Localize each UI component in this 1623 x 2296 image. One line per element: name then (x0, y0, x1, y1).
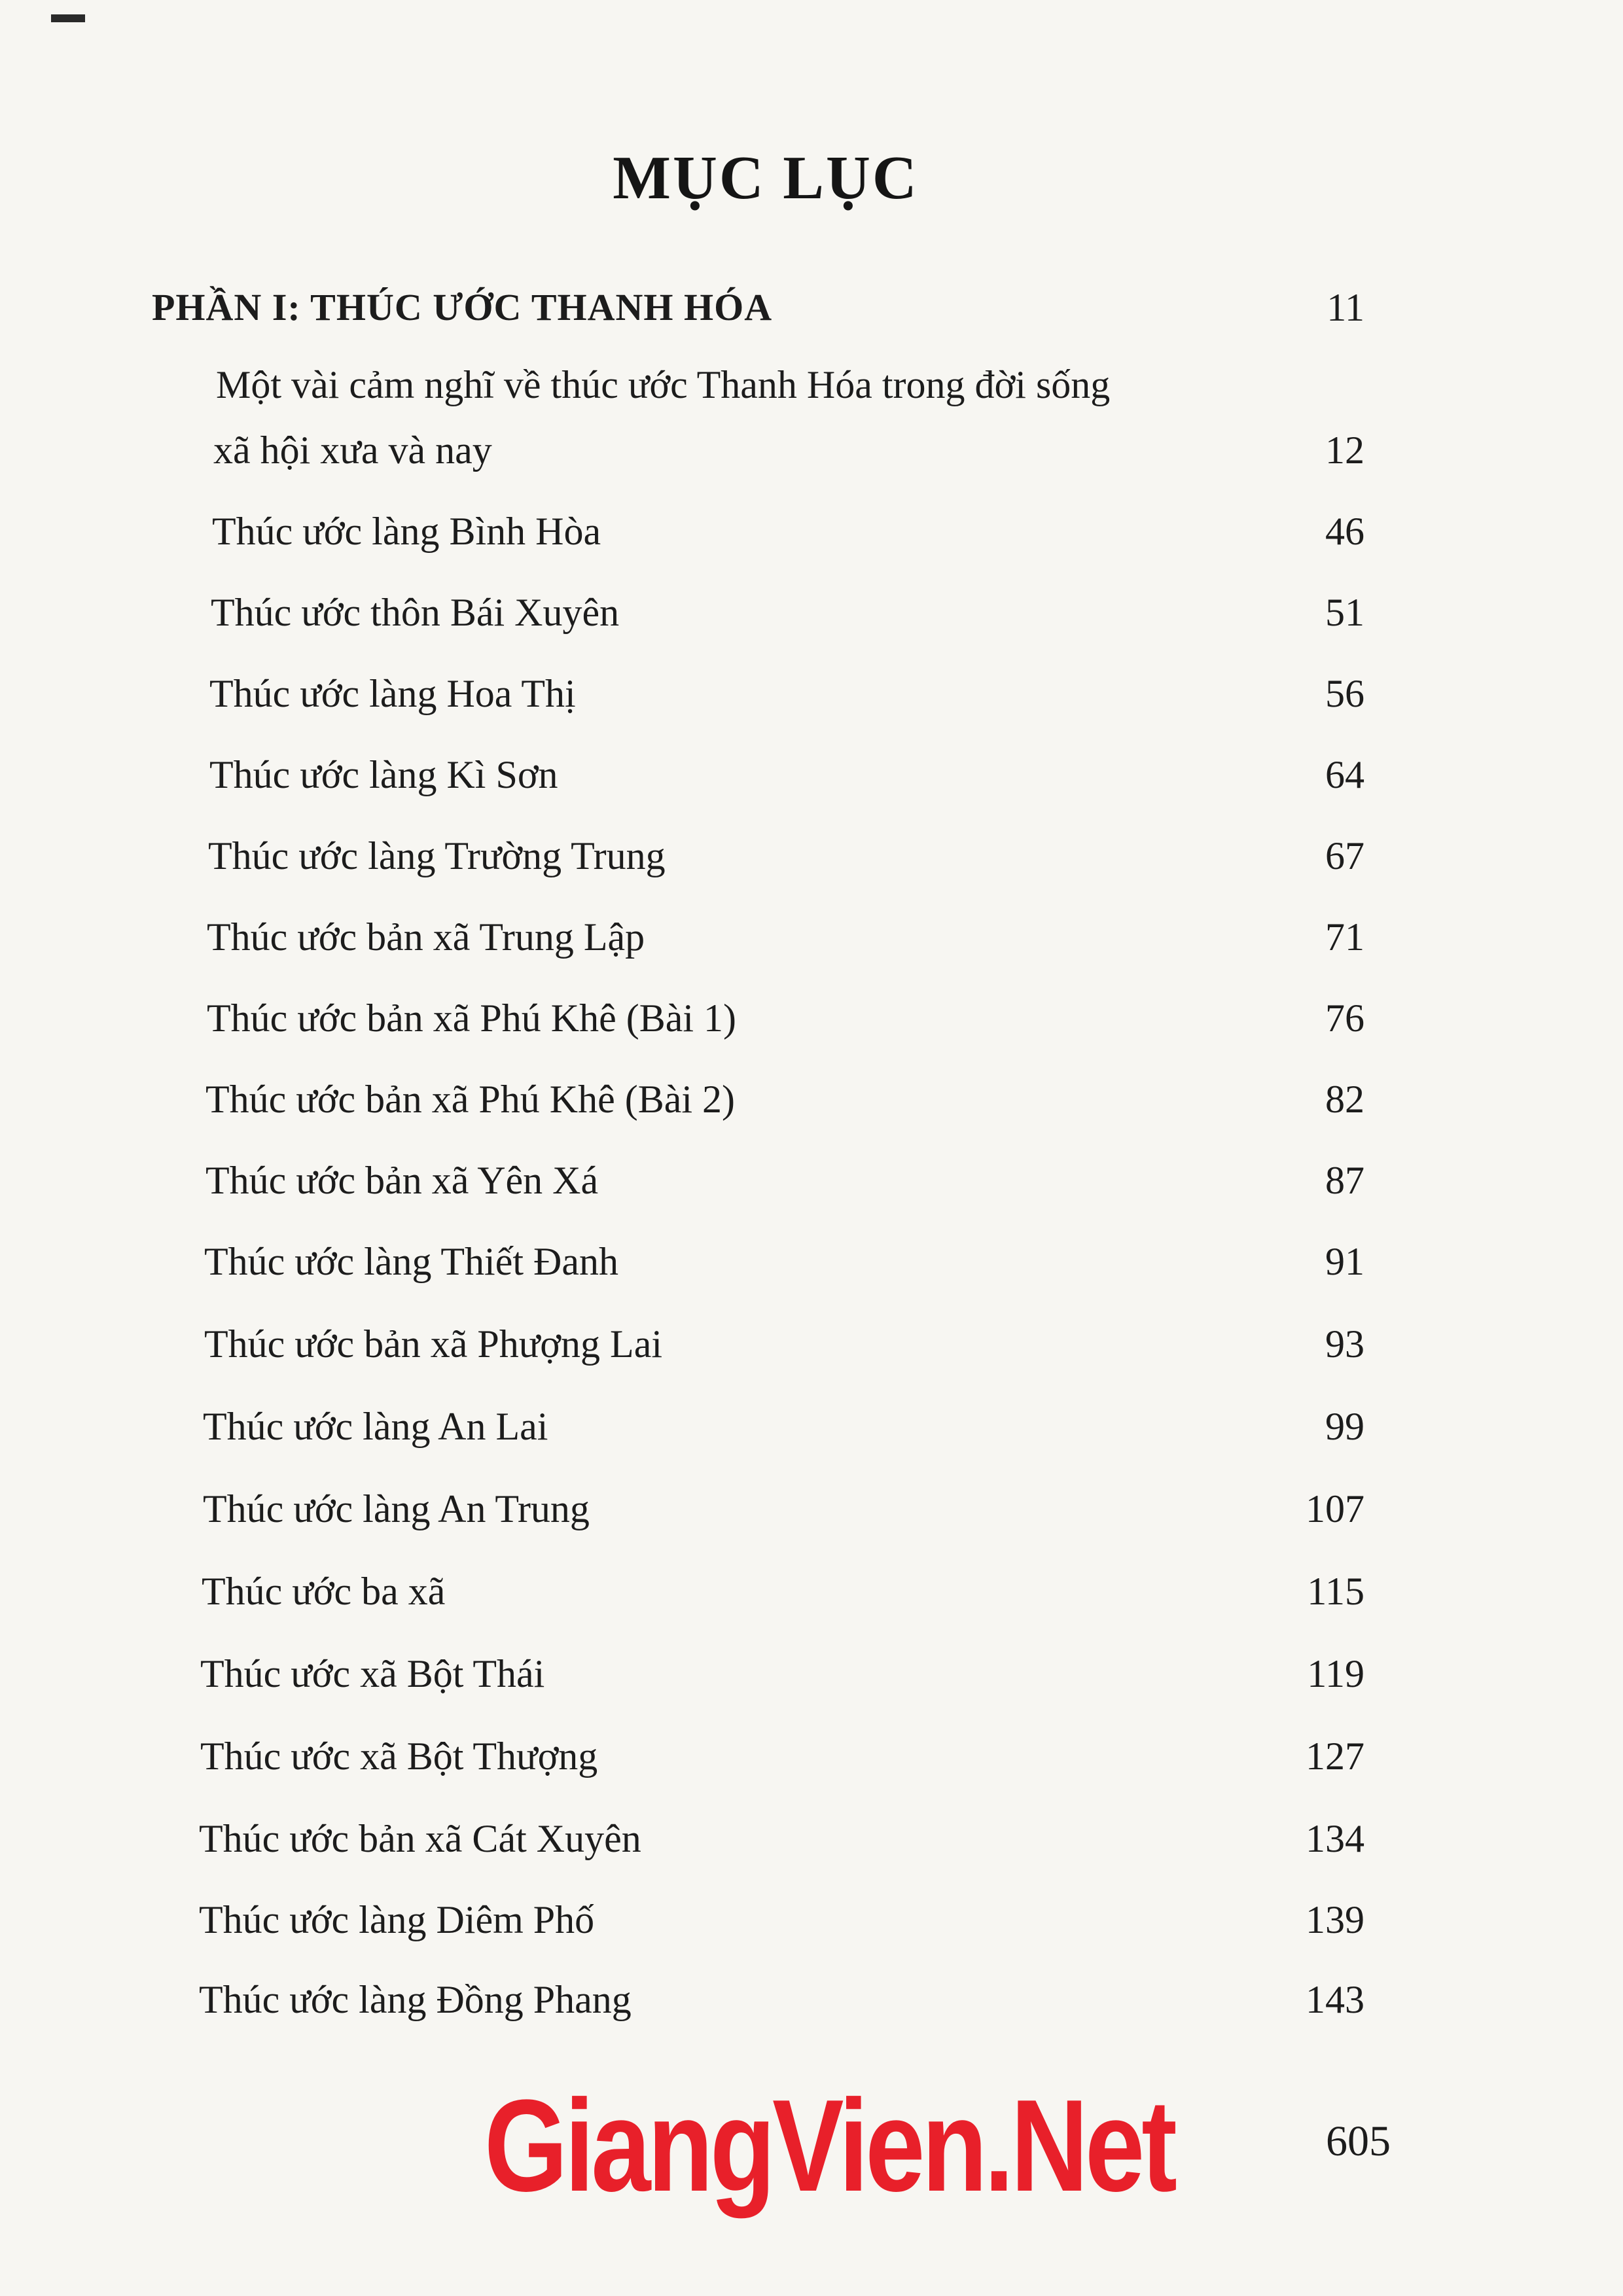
toc-entry (0, 1483, 1623, 1535)
toc-entry (0, 749, 1623, 801)
toc-entry-page: 127 (1306, 1735, 1364, 1778)
section-page-number: 11 (1327, 286, 1364, 329)
toc-entry (0, 424, 1623, 476)
toc-entry-title: Một vài cảm nghĩ về thúc ước Thanh Hóa trong đời sống (216, 363, 1111, 406)
toc-entry (0, 1894, 1623, 1946)
toc-entry-page: 87 (1325, 1159, 1364, 1202)
toc-entry (0, 992, 1623, 1044)
toc-entry-title: Thúc ước xã Bột Thượng (200, 1735, 598, 1778)
toc-entry-page: 91 (1325, 1240, 1364, 1283)
toc-entry-page: 51 (1325, 591, 1364, 634)
toc-entry-page: 99 (1325, 1405, 1364, 1448)
toc-entry-title: Thúc ước bản xã Yên Xá (205, 1159, 599, 1202)
section-title: PHẦN I: THÚC ƯỚC THANH HÓA (152, 286, 773, 328)
toc-entry (0, 830, 1623, 882)
toc-entry-page: 119 (1307, 1652, 1364, 1695)
toc-entry-title: xã hội xưa và nay (213, 429, 492, 472)
toc-entry-page: 67 (1325, 834, 1364, 877)
toc-entry-page: 134 (1306, 1817, 1364, 1860)
toc-entry (0, 359, 1623, 411)
toc-entry-title: Thúc ước làng Thiết Đanh (204, 1240, 618, 1283)
toc-entry-title: Thúc ước bản xã Trung Lập (207, 915, 645, 959)
toc-entry (0, 1073, 1623, 1125)
toc-entry-page: 64 (1325, 753, 1364, 796)
toc-entry-title: Thúc ước làng Hoa Thị (209, 672, 576, 715)
page-title: MỤC LỤC (613, 144, 919, 212)
toc-entry-page: 82 (1325, 1078, 1364, 1121)
toc-entry-page: 46 (1325, 510, 1364, 553)
toc-entry-page: 115 (1307, 1570, 1364, 1613)
toc-entry-title: Thúc ước bản xã Phú Khê (Bài 1) (207, 997, 737, 1040)
toc-entry (0, 1235, 1623, 1288)
toc-entry (0, 1812, 1623, 1865)
toc-entry-title: Thúc ước làng An Lai (203, 1405, 548, 1448)
watermark-logo: GiangVien.Net (484, 2073, 1174, 2219)
toc-entry (0, 667, 1623, 720)
toc-entry (0, 1730, 1623, 1782)
toc-entry-title: Thúc ước ba xã (202, 1570, 446, 1613)
toc-entry (0, 1648, 1623, 1700)
toc-entry-page: 93 (1325, 1322, 1364, 1366)
toc-entry (0, 1565, 1623, 1617)
toc-entry-title: Thúc ước làng Kì Sơn (209, 753, 558, 796)
toc-entry (0, 1400, 1623, 1453)
toc-entry-title: Thúc ước thôn Bái Xuyên (211, 591, 620, 634)
toc-entry-title: Thúc ước xã Bột Thái (200, 1652, 545, 1695)
toc-entry-title: Thúc ước bản xã Phượng Lai (204, 1322, 662, 1366)
toc-entry-title: Thúc ước bản xã Cát Xuyên (199, 1817, 641, 1860)
toc-entry-title: Thúc ước làng Bình Hòa (212, 510, 601, 553)
page-number: 605 (1326, 2117, 1391, 2165)
toc-entry (0, 586, 1623, 639)
toc-entry-page: 56 (1325, 672, 1364, 715)
toc-entry (0, 1973, 1623, 2026)
toc-entry-page: 71 (1325, 915, 1364, 959)
toc-entry-page: 12 (1325, 429, 1364, 472)
toc-entry-title: Thúc ước làng Diêm Phố (199, 1898, 595, 1941)
toc-entry (0, 1318, 1623, 1370)
toc-entry-page: 139 (1306, 1898, 1364, 1941)
toc-section-heading (0, 281, 1623, 334)
toc-entry (0, 1154, 1623, 1207)
toc-entry-title: Thúc ước làng An Trung (203, 1487, 590, 1530)
toc-entry-page: 143 (1306, 1978, 1364, 2021)
toc-entry-page: 76 (1325, 997, 1364, 1040)
toc-entry-page: 107 (1306, 1487, 1364, 1530)
toc-entry-title: Thúc ước làng Đồng Phang (199, 1978, 632, 2021)
toc-entry-title: Thúc ước bản xã Phú Khê (Bài 2) (205, 1078, 736, 1121)
toc-entry (0, 911, 1623, 963)
toc-entry (0, 505, 1623, 557)
toc-entry-title: Thúc ước làng Trường Trung (208, 834, 666, 877)
